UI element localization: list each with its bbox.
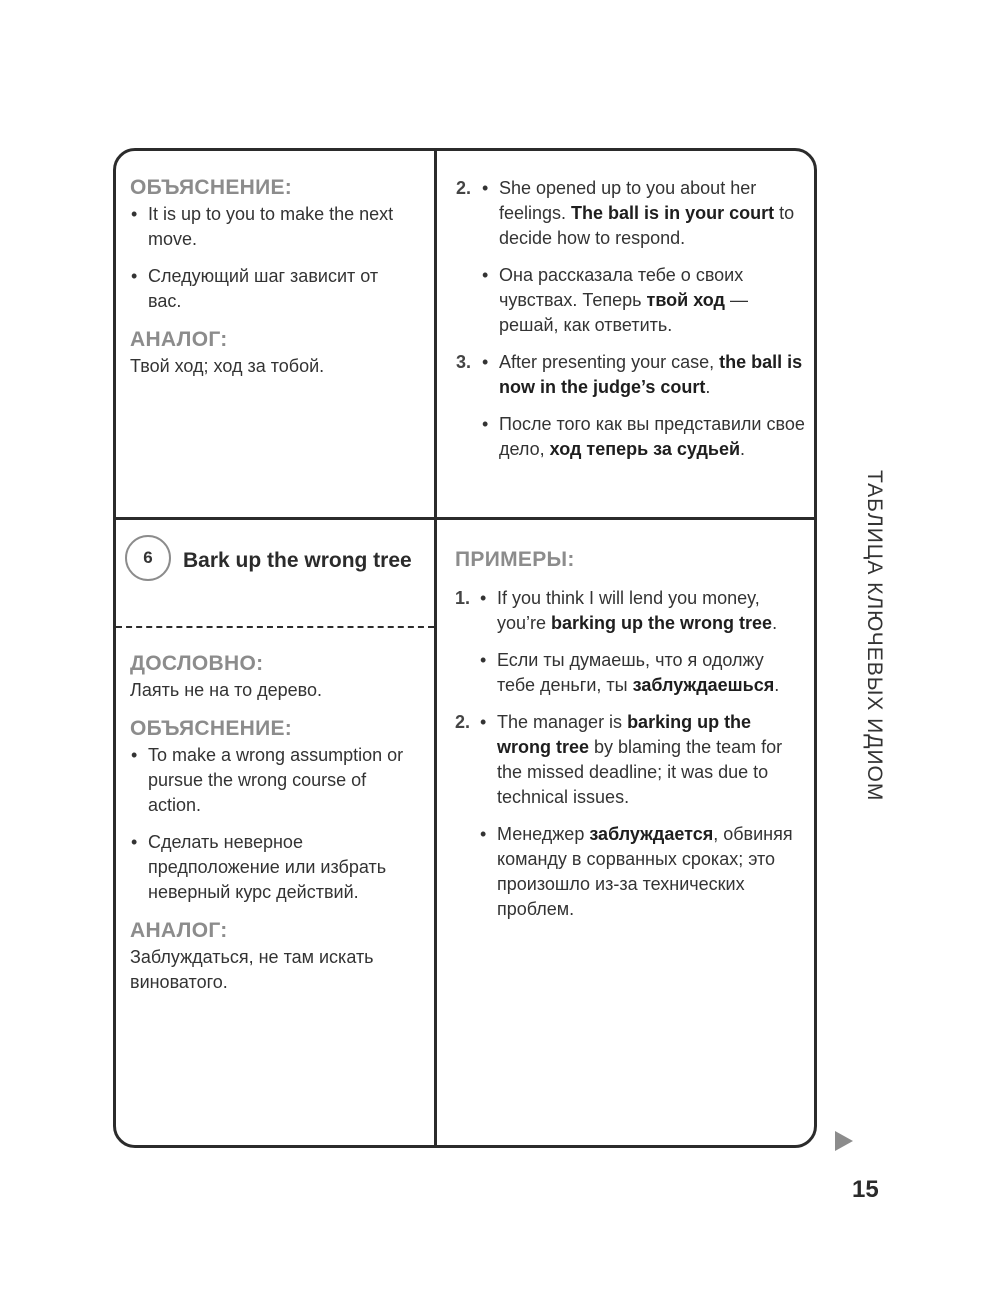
idiom-title: Bark up the wrong tree bbox=[183, 549, 412, 572]
example-2 bbox=[456, 176, 806, 338]
example-2 bbox=[455, 710, 805, 922]
table-vertical-divider bbox=[434, 148, 437, 1148]
explanation-en: • To make a wrong assumption or pursue the wrong course of action. bbox=[130, 743, 422, 818]
example-number: 2. bbox=[456, 178, 472, 198]
example-2-en: • The manager is barking up the wrong tree by blaming the team for the missed deadline; it was due to technical issues. bbox=[479, 710, 797, 810]
explanation-ru: • Сделать неверное предположение или избрать неверный курс действий. bbox=[130, 830, 422, 905]
example-2-ru: • Она рассказала тебе о своих чувствах. Теперь твой ход — решай, как ответить. bbox=[481, 263, 806, 338]
analog-heading: АНАЛОГ: bbox=[130, 919, 228, 942]
top-right-cell bbox=[456, 176, 806, 462]
idiom-number-badge: 6 bbox=[125, 535, 171, 581]
analog-text: Твой ход; ход за тобой. bbox=[130, 356, 325, 376]
example-1 bbox=[455, 586, 805, 698]
example-3-ru: • После того как вы представили свое дело, ход теперь за судьей. bbox=[481, 412, 806, 462]
page-number: 15 bbox=[852, 1176, 879, 1203]
analog-heading: АНАЛОГ: bbox=[130, 328, 228, 351]
explanation-ru: • Следующий шаг зависит от вас. bbox=[130, 264, 388, 314]
example-1-ru: • Если ты думаешь, что я одолжу тебе деньги, ты заблуждаешься. bbox=[479, 648, 805, 698]
table-horizontal-divider bbox=[113, 517, 817, 520]
example-number: 1. bbox=[455, 588, 471, 608]
analog-text: Заблуждаться, не там искать виноватого. bbox=[130, 947, 374, 992]
example-2-en: • She opened up to you about her feelings. The ball is in your court to decide how to respond. bbox=[481, 176, 806, 251]
top-left-cell bbox=[130, 176, 422, 379]
bottom-right-cell bbox=[455, 548, 805, 922]
literal-text: Лаять не на то дерево. bbox=[130, 680, 323, 700]
explanation-en: • It is up to you to make the next move. bbox=[130, 202, 422, 252]
triangle-right-icon bbox=[835, 1131, 853, 1151]
bottom-left-cell bbox=[130, 652, 422, 995]
examples-heading: ПРИМЕРЫ: bbox=[455, 548, 575, 571]
example-3-en: • After presenting your case, the ball is now in the judge’s court. bbox=[481, 350, 806, 400]
example-number: 2. bbox=[455, 712, 471, 732]
example-1-en: • If you think I will lend you money, you’re barking up the wrong tree. bbox=[479, 586, 805, 636]
example-2-ru: • Менеджер заблуждается, обвиняя команду в сорванных сроках; это произошло из-за технических проблем. bbox=[479, 822, 797, 922]
explanation-heading: ОБЪЯСНЕНИЕ: bbox=[130, 717, 293, 740]
idiom-dashed-divider bbox=[116, 626, 434, 628]
literal-heading: ДОСЛОВНО: bbox=[130, 652, 264, 675]
example-number: 3. bbox=[456, 352, 472, 372]
side-title: ТАБЛИЦА КЛЮЧЕВЫХ ИДИОМ bbox=[863, 470, 886, 802]
side-title-wrap bbox=[858, 470, 886, 830]
explanation-heading: ОБЪЯСНЕНИЕ: bbox=[130, 176, 293, 199]
example-3 bbox=[456, 350, 806, 462]
